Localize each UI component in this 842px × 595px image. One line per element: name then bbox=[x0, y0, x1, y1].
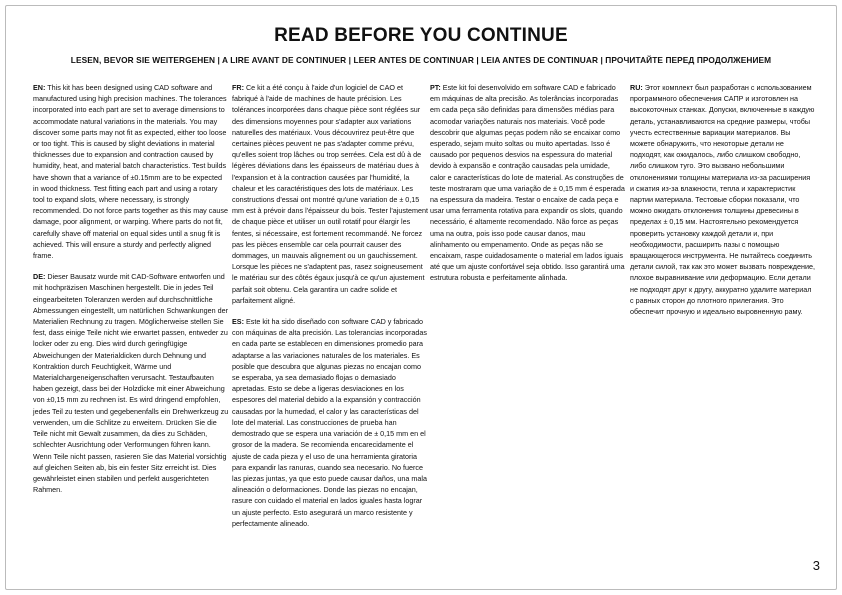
section-fr-text: Ce kit a été conçu à l'aide d'un logiciel de CAO et fabriqué à l'aide de machines de haute précision. Les tolérances incorporées dans chaque pièce sont réglées sur des dimensions moyennes pour s'adapter aux variations naturelles des matériaux. Vous découvrirez peut-être que certaines pièces peuvent ne pas s'adapter comme prévu, qu'elles soient trop lâches ou trop serrées. Cela est dû à de légères déviations dans les épaisseurs de matériau dues à l'expansion et à la contraction causées par l'humidité, la chaleur et les caractéristiques des lots de matériaux. Les constructions d'essai ont montré qu'une variation de ± 0,15 mm est à prévoir dans l'épaisseur du bois. Tester l'ajustement de chaque pièce et utiliser un outil rotatif pour élargir les fentes, si nécessaire, est fortement recommandé. Ne forcez pas les pièces ensemble car cela pourrait causer des dommages, un mauvais alignement ou un gauchissement. Lorsque les pièces ne s'adaptent pas, rasez soigneusement le matériau sur des côtés égaux jusqu'à ce qu'un ajustement parfait soit obtenu. Cela garantira un cadre solide et parfaitement aligné. bbox=[232, 83, 428, 305]
text-column-2 bbox=[232, 82, 428, 539]
section-pt bbox=[430, 82, 626, 284]
section-en-text: This kit has been designed using CAD software and manufactured using high precision machines. The tolerances incorporated into each part are set to average dimensions to accommodate natural variations in the materials. You may discover some parts may not fit as expected, either too loose or too tight. This is caused by slight deviations in material thicknesses due to expansion and contraction caused by humidity, heat, and material batch characteristics. Test builds have shown that a variance of ±0.15mm are to be expected in wood thickness. Test fitting each part and using a rotary tool to expand slots, where necessary, is strongly recommended. Do not force parts together as this may cause damage, poor alignment, or warping. Where parts do not fit, carefully shave off material on equal sides until a snug fit is achieved. This will ensure a sturdy and perfectly aligned frame. bbox=[33, 83, 228, 261]
text-column-4 bbox=[630, 82, 815, 327]
section-en bbox=[33, 82, 229, 261]
section-es-text: Este kit ha sido diseñado con software CAD y fabricado con máquinas de alta precisión. Las tolerancias incorporadas en cada parte se establecen en dimensiones promedio para adaptarse a las variaciones naturales de los materiales. Es posible que descubra que algunas piezas no encajan como se esperaba, ya sea demasiado flojas o demasiado apretadas. Esto se debe a ligeras desviaciones en los espesores del material debido a la expansión y contracción causadas por la humedad, el calor y las características del lote del material. Las construcciones de prueba han demostrado que se espera una variación de ± 0,15 mm en el grosor de la madera. Se recomienda encarecidamente el ajuste de cada pieza y el uso de una herramienta giratoria para expandir las ranuras, cuando sea necesario. No fuerce las piezas juntas, ya que esto puede causar daños, una mala alineación o deformaciones. Donde las piezas no encajan, rasure con cuidado el material en lados iguales hasta lograr un ajuste perfecto. Esto asegurará un marco resistente y perfectamente alineado. bbox=[232, 317, 427, 528]
section-en-label: EN: bbox=[33, 83, 46, 92]
page-subtitle: LESEN, BEVOR SIE WEITERGEHEN | A LIRE AVANT DE CONTINUER | LEER ANTES DE CONTINUAR | LEIA ANTES DE CONTINUAR | ПРОЧИТАЙТЕ ПЕРЕД ПРОДОЛЖЕНИЕМ bbox=[70, 55, 772, 65]
section-de-label: DE: bbox=[33, 272, 46, 282]
section-de-text: Dieser Bausatz wurde mit CAD-Software entworfen und mit hochpräzisen Maschinen hergestellt. Die in jedes Teil eingearbeiteten Toleranzen werden auf durchschnittliche Abmessungen eingestellt, um natürlichen Schwankungen der Materialien Rechnung zu tragen. Möglicherweise stellen Sie fest, dass einige Teile nicht wie erwartet passen, entweder zu locker oder zu eng. Dies wird durch geringfügige Abweichungen der Materialdicken durch Dehnung und Kontraktion durch Feuchtigkeit, Wärme und Materialchargeneigenschaften verursacht. Testaufbauten haben gezeigt, dass bei der Holzdicke mit einer Abweichung von ±0,15 mm zu rechnen ist. Es wird dringend empfohlen, jedes Teil zu testen und gegebenenfalls ein Drehwerkzeug zu verwenden, um die Schlitze zu erweitern. Drücken Sie die Teile nicht mit Gewalt zusammen, da dies zu Schäden, schlechter Ausrichtung oder Verformungen führen kann. Wenn Teile nicht passen, rasieren Sie das Material vorsichtig auf gleichen Seiten ab, bis ein fester Sitz erreicht ist. Dies gewährleistet einen stabilen und perfekt ausgerichteten Rahmen. bbox=[33, 272, 229, 495]
text-column-3 bbox=[430, 82, 626, 294]
page-title: READ BEFORE YOU CONTINUE bbox=[274, 25, 568, 46]
page-number: 3 bbox=[812, 558, 820, 573]
section-fr bbox=[232, 82, 428, 306]
section-pt-text: Este kit foi desenvolvido em software CAD e fabricado em máquinas de alta precisão. As tolerâncias incorporadas em cada peça são definidas para dimensões médias para acomodar variações naturais nos materiais. Você pode descobrir que algumas peças podem não se encaixar como esperado, sejam muito soltas ou muito apertadas. Isso é causado por pequenos desvios na espessura do material devido à expansão e contração causadas pela umidade, calor e características do lote de material. As construções de teste mostraram que uma variação de ± 0,15 mm é esperada na espessura da madeira. Testar o encaixe de cada peça e usar uma ferramenta rotativa para expandir os slots, quando necessário, é altamente recomendado. Não force as peças uma na outra, pois isso pode causar danos, mau alinhamento ou empenamento. Onde as peças não se encaixam, raspe cuidadosamente o material em lados iguais até que um ajuste confortável seja obtido. Isso garantirá uma estrutura robusta e perfeitamente alinhada. bbox=[430, 83, 625, 283]
section-pt-label: PT: bbox=[430, 83, 441, 92]
text-column-1 bbox=[33, 82, 229, 505]
section-ru bbox=[630, 82, 815, 317]
section-ru-label: RU: bbox=[630, 83, 643, 92]
section-ru-text: Этот комплект был разработан с использованием программного обеспечения САПР и изготовлен на высокоточных станках. Допуски, включенные в каждую деталь, устанавливаются на средние размеры, чтобы учесть естественные вариации материалов. Вы можете обнаружить, что некоторые детали не подходят, как ожидалось, либо слишком свободно, либо слишком туго. Это вызвано небольшими отклонениями толщины материала из-за расширения и сжатия из-за влажности, тепла и характеристик партии материала. Тестовые сборки показали, что можно ожидать отклонения толщины древесины в пределах ± 0,15 мм. Настоятельно рекомендуется проверить установку каждой детали и, при необходимости, расширить пазы с помощью вращающегося инструмента. Не пытайтесь соединить детали силой, так как это может вызвать повреждение, плохое выравнивание или деформацию. Если детали не подходят друг к другу, аккуратно удалите материал с равных сторон до плотного прилегания. Это обеспечит прочную и идеально выровненную раму. bbox=[630, 83, 815, 317]
section-es-label: ES: bbox=[232, 317, 244, 327]
section-fr-label: FR: bbox=[232, 83, 244, 92]
section-de bbox=[33, 271, 229, 495]
section-es bbox=[232, 316, 428, 529]
